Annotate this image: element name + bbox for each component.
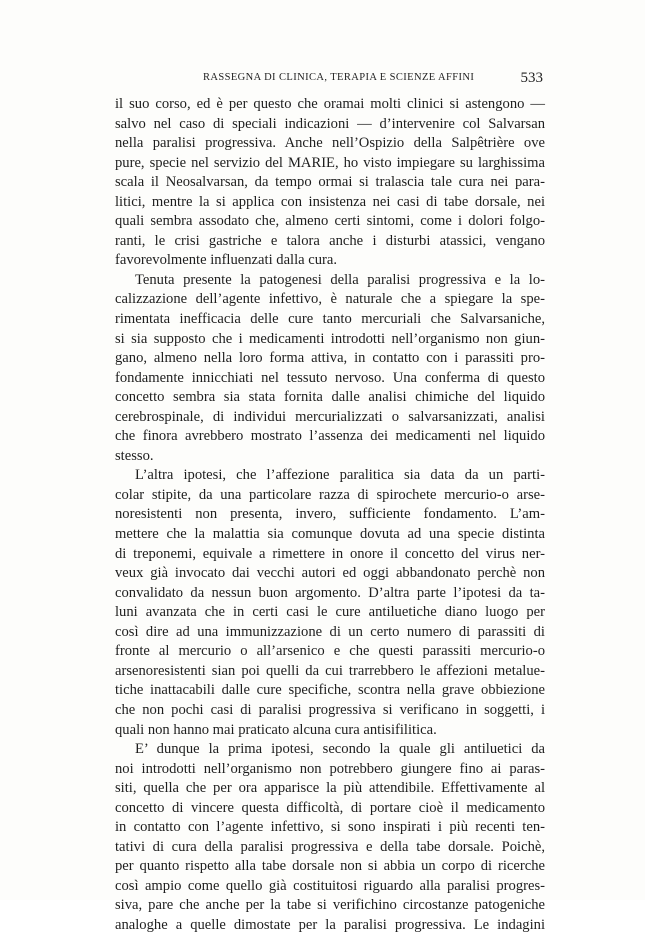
- text-line: si sia supposto che i medicamenti introdotti nell’organismo non giun-: [115, 330, 545, 347]
- text-line: così dire ad una immunizzazione di un certo numero di parassiti di: [115, 623, 545, 640]
- paragraph: [115, 466, 545, 740]
- text-line: quali sembra assodato che, almeno certi sintomi, come i dolori folgo-: [115, 213, 545, 230]
- text-line: fondamente innicchiati nel tessuto nervoso. Una conferma di questo: [115, 369, 545, 386]
- text-line: ranti, le crisi gastriche e talora anche i disturbi atassici, vengano: [115, 232, 545, 249]
- text-line: mettere che la malattia sia comunque dovuta ad una specie distinta: [115, 526, 545, 543]
- text-line: calizzazione dell’agente infettivo, è naturale che a spiegare la spe-: [115, 291, 545, 308]
- paragraph: [115, 740, 545, 935]
- page-number: 533: [520, 70, 543, 86]
- text-line: per quanto rispetto alla tabe dorsale non si abbia un corpo di ricerche: [115, 858, 545, 875]
- text-line: quali non hanno mai praticato alcuna cura antisifilitica.: [115, 721, 437, 738]
- text-line: fronte al mercurio o all’arsenico e che questi parassiti mercurio-o: [115, 643, 545, 660]
- running-title: RASSEGNA DI CLINICA, TERAPIA E SCIENZE AFFINI: [203, 72, 475, 83]
- text-line: E’ dunque la prima ipotesi, secondo la quale gli antiluetici da: [135, 741, 545, 758]
- text-line: concetto sembra sia stata fornita dalle analisi chimiche del liquido: [115, 389, 545, 406]
- text-line: analoghe a quelle dimostate per la paralisi progressiva. Le indagini: [115, 916, 545, 933]
- text-line: litici, mentre la si applica con insistenza nei casi di tabe dorsale, nei: [115, 193, 545, 210]
- text-line: noi introdotti nell’organismo non potrebbero giungere fino ai paras-: [115, 760, 545, 777]
- text-line: arsenoresistenti sian poi quelli da cui trarrebbero le affezioni metalue-: [115, 662, 545, 679]
- paragraph: [115, 271, 545, 466]
- text-line: che finora avrebbero mostrato l’assenza dei medicamenti nel liquido: [115, 428, 545, 445]
- text-line: rimentata inefficacia delle cure tanto mercuriali che Salvarsaniche,: [115, 311, 545, 328]
- text-line: tiche inattacabili dalle cure specifiche, scontra nella grave obbiezione: [115, 682, 545, 699]
- text-line: gano, almeno nella loro forma attiva, in contatto con i parassiti pro-: [115, 350, 545, 367]
- text-line: in contatto con l’agente infettivo, si sono inspirati i più recenti ten-: [115, 819, 545, 836]
- text-line: tativi di cura della paralisi progressiva e della tabe dorsale. Poichè,: [115, 838, 545, 855]
- text-line: Tenuta presente la patogenesi della paralisi progressiva e la lo-: [135, 271, 545, 288]
- running-header: [115, 70, 545, 88]
- text-line: scala il Neosalvarsan, da tempo ormai si tralascia tale cura nei para-: [115, 174, 545, 191]
- text-line: L’altra ipotesi, che l’affezione paralitica sia data da un parti-: [135, 467, 545, 484]
- text-line: concetto di vincere questa difficoltà, di portare cioè il medicamento: [115, 799, 545, 816]
- text-line: stesso.: [115, 447, 154, 464]
- text-line: pure, specie nel servizio del MARIE, ho visto impiegare su larghissima: [115, 154, 545, 171]
- text-line: siva, pare che anche per la tabe si verifichino circostanze patogeniche: [115, 897, 545, 914]
- paragraph: [115, 95, 545, 271]
- text-line: nella paralisi progressiva. Anche nell’Ospizio della Salpêtrière ove: [115, 135, 545, 152]
- text-line: salvo nel caso di speciali indicazioni — d’intervenire col Salvarsan: [115, 115, 545, 132]
- text-line: di treponemi, equivale a rimettere in onore il concetto del virus ner-: [115, 545, 545, 562]
- text-line: favorevolmente influenzati dalla cura.: [115, 252, 338, 269]
- text-line: noresistenti non presenta, invero, sufficiente fondamento. L’am-: [115, 506, 545, 523]
- body-text: [115, 95, 545, 936]
- text-line: siti, quella che per ora apparisce la più attendibile. Effettivamente al: [115, 780, 545, 797]
- text-line: convalidato da nessun buon argomento. D’altra parte l’ipotesi da ta-: [115, 584, 545, 601]
- text-line: veux già invocato dai vecchi autori ed oggi abbandonato perchè non: [115, 565, 545, 582]
- text-line: cerebrospinale, di individui mercurializzati o salvarsanizzati, analisi: [115, 408, 545, 425]
- text-line: che non pochi casi di paralisi progressiva si verificano in soggetti, i: [115, 701, 545, 718]
- text-line: colar stipite, da una particolare razza di spirochete mercurio-o arse-: [115, 486, 545, 503]
- text-line: così ampio come quello già costituitosi riguardo alla paralisi progres-: [115, 877, 545, 894]
- text-line: luni avanzata che in certi casi le cure antiluetiche diano luogo per: [115, 604, 545, 621]
- text-line: il suo corso, ed è per questo che oramai molti clinici si astengono —: [115, 96, 545, 112]
